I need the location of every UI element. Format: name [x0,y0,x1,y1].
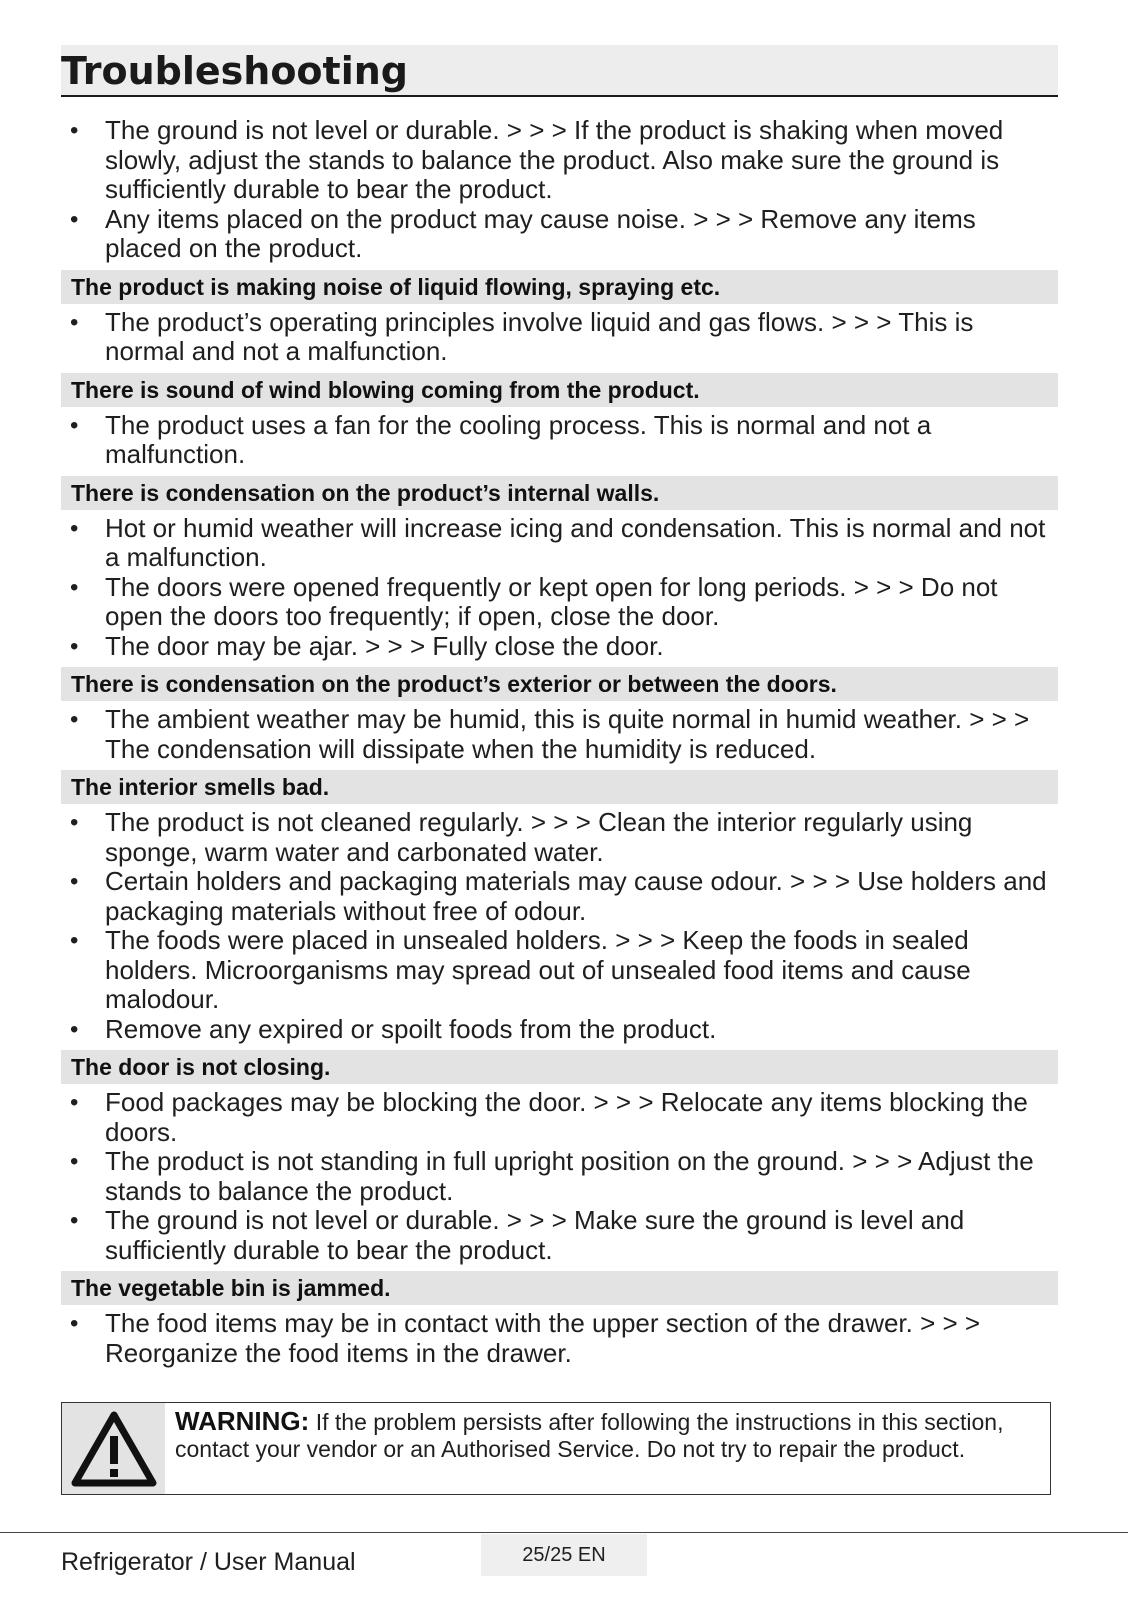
bullet-icon: • [70,632,79,660]
sections-container [61,270,1058,1369]
list-item [61,1206,1058,1265]
list-item-text: The ground is not level or durable. > > > If the product is shaking when moved slowly, adjust the stands to balance the product. Also make sure the ground is sufficiently durable to bear the product. [105,115,1004,204]
section-list [61,705,1058,764]
list-item-text: The product is not standing in full upright position on the ground. > > > Adjust the stands to balance the product. [105,1146,1034,1206]
list-item-text: Remove any expired or spoilt foods from the product. [105,1013,717,1044]
bullet-icon: • [70,1089,79,1116]
section-heading: There is sound of wind blowing coming from the product. [61,373,1058,407]
list-item-text: The ground is not level or durable. > > > Make sure the ground is level and sufficiently durable to bear the product. [105,1205,965,1265]
list-item [61,632,1058,662]
warning-box [61,1402,1051,1495]
page-title: Troubleshooting [61,49,408,93]
troubleshooting-content [61,116,1058,1368]
footer-page-number: 25/25 EN [481,1534,647,1576]
list-item-text: Certain holders and packaging materials may cause odour. > > > Use holders and packaging materials without free of odour. [105,866,1047,926]
list-item-text: The food items may be in contact with the upper section of the drawer. > > > Reorganize the food items in the drawer. [105,1308,981,1368]
list-item [61,1088,1058,1147]
list-item [61,573,1058,632]
list-item-text: The product is not cleaned regularly. > > > Clean the interior regularly using sponge, warm water and carbonated water. [105,807,973,867]
list-item-text: Any items placed on the product may cause noise. > > > Remove any items placed on the product. [105,203,976,263]
bullet-icon: • [70,514,79,542]
bullet-icon: • [70,1148,79,1175]
section-heading: The product is making noise of liquid flowing, spraying etc. [61,270,1058,304]
list-item-text: The door may be ajar. > > > Fully close the door. [105,630,664,661]
list-item-text: The foods were placed in unsealed holders. > > > Keep the foods in sealed holders. Microorganisms may spread out of unsealed food items and cause malodour. [105,925,971,1014]
list-item [61,205,1058,264]
bullet-icon: • [70,809,79,836]
section-heading: The vegetable bin is jammed. [61,1271,1058,1305]
section-list [61,411,1058,470]
intro-list [61,116,1058,264]
bullet-icon: • [70,1207,79,1234]
section-list [61,308,1058,367]
list-item-text: The ambient weather may be humid, this is quite normal in humid weather. > > > The condensation will dissipate when the humidity is reduced. [105,704,1030,764]
list-item-text: The product uses a fan for the cooling process. This is normal and not a malfunction. [105,409,932,469]
list-item [61,705,1058,764]
list-item-text: The doors were opened frequently or kept open for long periods. > > > Do not open the doors too frequently; if open, close the door. [105,571,998,631]
list-item [61,1309,1058,1368]
bullet-icon: • [70,927,79,954]
footer-divider [0,1532,1128,1533]
warning-label: WARNING: [175,1406,310,1436]
list-item [61,926,1058,1015]
section-heading: The interior smells bad. [61,770,1058,804]
list-item [61,808,1058,867]
list-item [61,308,1058,367]
warning-text [165,1403,1050,1494]
footer-manual-title: Refrigerator / User Manual [61,1548,356,1576]
bullet-icon: • [70,868,79,895]
bullet-icon: • [70,1015,79,1043]
page-title-bar [61,45,1058,97]
warning-message: If the problem persists after following the instructions in this section, contact your vendor or an Authorised Service. Do not try to repair the product. [175,1409,1004,1462]
list-item [61,1147,1058,1206]
list-item [61,1015,1058,1045]
bullet-icon: • [70,1310,79,1337]
section-heading: The door is not closing. [61,1050,1058,1084]
section-list [61,1088,1058,1265]
list-item [61,411,1058,470]
bullet-icon: • [70,411,79,439]
section-heading: There is condensation on the product’s internal walls. [61,476,1058,510]
section-list [61,1309,1058,1368]
list-item-text: The product’s operating principles involve liquid and gas flows. > > > This is normal and not a malfunction. [105,306,974,366]
bullet-icon: • [70,205,79,233]
section-heading: There is condensation on the product’s exterior or between the doors. [61,667,1058,701]
list-item-text: Food packages may be blocking the door. > > > Relocate any items blocking the doors. [105,1087,1028,1147]
list-item-text: Hot or humid weather will increase icing and condensation. This is normal and not a malfunction. [105,512,1046,572]
bullet-icon: • [70,573,79,601]
list-item [61,867,1058,926]
bullet-icon: • [70,706,79,733]
warning-icon-cell [62,1403,165,1494]
bullet-icon: • [70,308,79,336]
list-item [61,514,1058,573]
warning-triangle-icon [71,1410,157,1488]
bullet-icon: • [70,117,79,144]
list-item [61,116,1058,205]
section-list [61,808,1058,1044]
section-list [61,514,1058,662]
